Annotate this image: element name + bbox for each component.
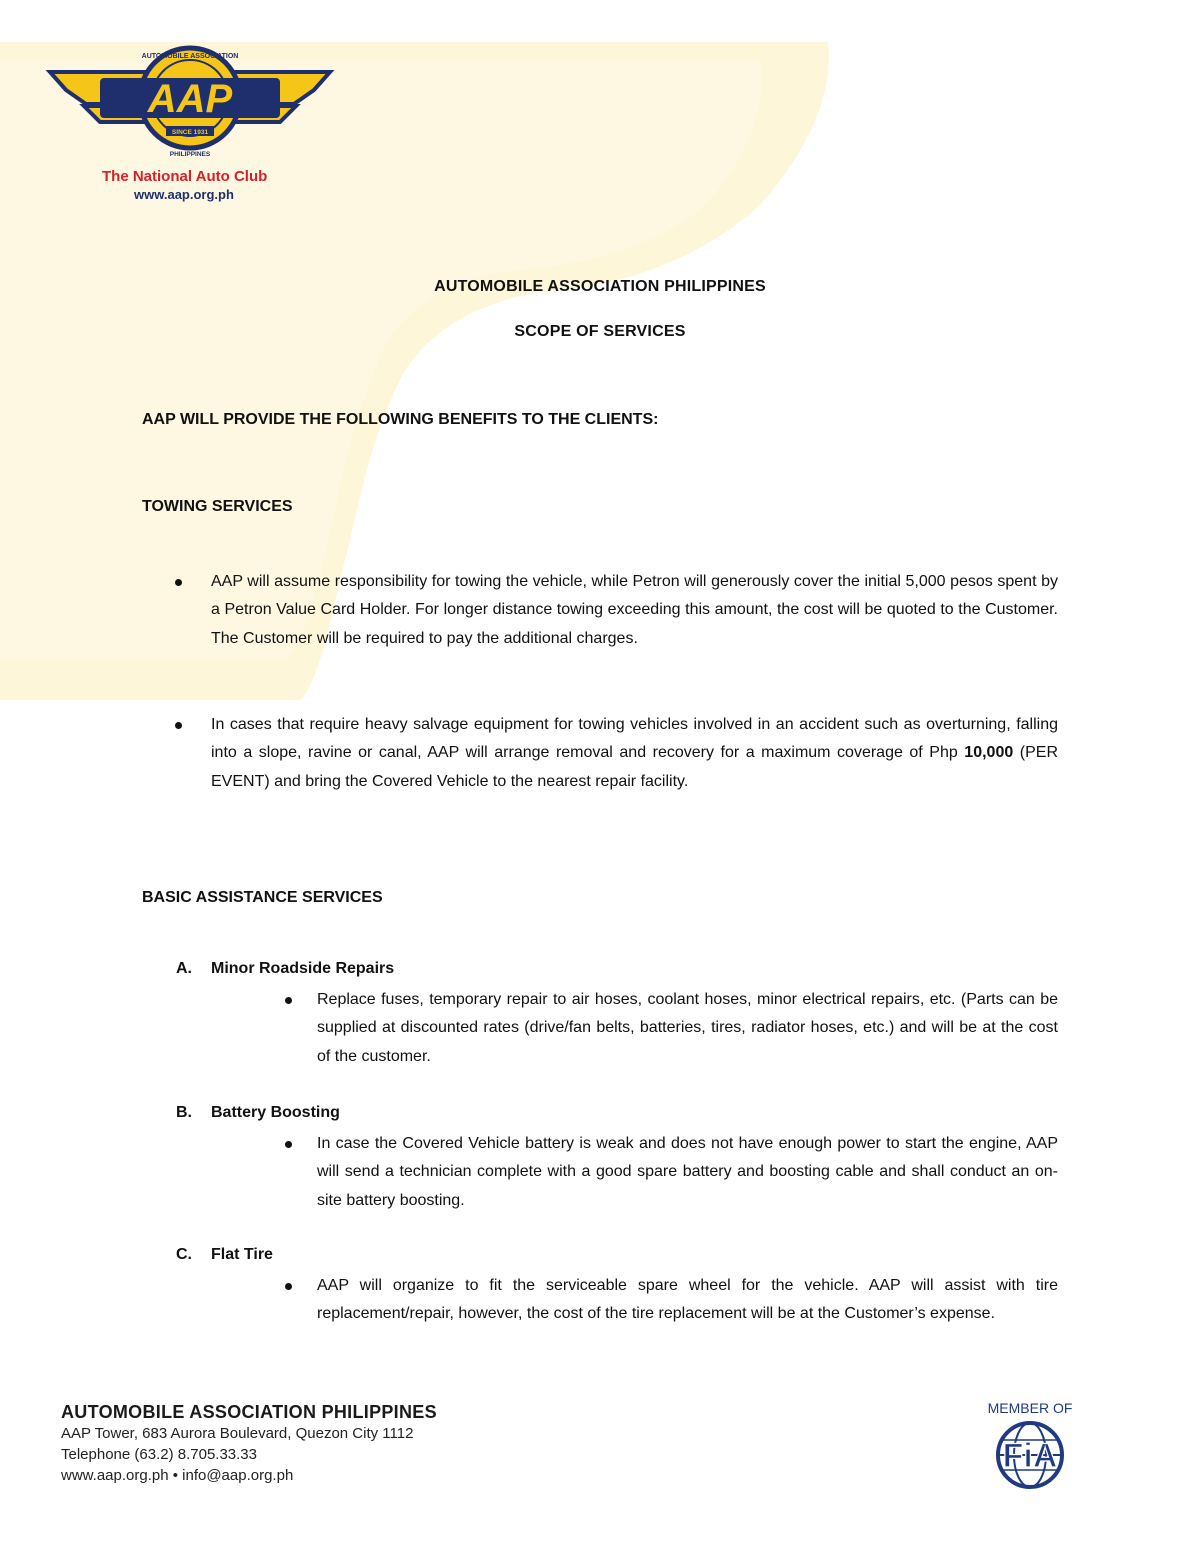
aap-emblem-icon [44,42,336,172]
towing-bullet-1 [211,568,1058,653]
svg-text:AAP: AAP [147,77,233,121]
aap-logo [44,42,336,212]
towing-services-heading: TOWING SERVICES [142,498,293,515]
towing-bullet-2-text-pre: In cases that require heavy salvage equipment for towing vehicles involved in an accident such as overturning, falling into a slope, ravine or canal, AAP will arrange removal and recovery for a maximum coverage of Php [211,716,1058,762]
bullet-icon [175,722,182,729]
sub-title: Minor Roadside Repairs [211,960,395,977]
sub-heading-b [176,1104,340,1122]
svg-text:AUTOMOBILE ASSOCIATION: AUTOMOBILE ASSOCIATION [141,53,239,60]
towing-bullet-1-text: AAP will assume responsibility for towing the vehicle, while Petron will generously cover the initial 5,000 pesos spent by a Petron Value Card Holder. For longer distance towing exceeding this amount, the cost will be quoted to the Customer. The Customer will be required to pay the additional charges. [211,573,1058,647]
document-title: AUTOMOBILE ASSOCIATION PHILIPPINES [434,278,766,295]
bullet-icon [285,1141,292,1148]
fia-globe-icon [975,1420,1085,1490]
sub-letter: B. [176,1104,192,1121]
intro-heading: AAP WILL PROVIDE THE FOLLOWING BENEFITS TO THE CLIENTS: [142,411,659,428]
sub-heading-c [176,1246,273,1264]
footer-address: AAP Tower, 683 Aurora Boulevard, Quezon City 1112 [61,1425,414,1442]
bullet-icon [285,1283,292,1290]
document-subtitle: SCOPE OF SERVICES [514,323,686,340]
logo-website: www.aap.org.ph [134,187,234,202]
footer-phone: Telephone (63.2) 8.705.33.33 [61,1446,257,1463]
sub-bullet-text: Replace fuses, temporary repair to air hoses, coolant hoses, minor electrical repairs, etc. (Parts can be supplied at discounted rates (drive/fan belts, batteries, tires, radiator hoses, etc.) and will be at the cost of the customer. [317,991,1058,1065]
svg-text:SINCE 1931: SINCE 1931 [171,129,209,136]
towing-bullet-2-text-post: (PER EVENT) and bring the Covered Vehicle to the nearest repair facility. [211,744,1058,790]
bullet-icon [175,579,182,586]
footer-org-name: AUTOMOBILE ASSOCIATION PHILIPPINES [61,1402,437,1422]
towing-bullet-2 [211,711,1058,796]
sub-bullet-a [317,986,1058,1071]
towing-bullet-2-amount: 10,000 [964,744,1014,762]
svg-text:FiA: FiA [1002,1437,1058,1475]
basic-assistance-heading: BASIC ASSISTANCE SERVICES [142,889,383,906]
fia-member-badge [975,1400,1085,1495]
sub-bullet-text: In case the Covered Vehicle battery is weak and does not have enough power to start the engine, AAP will send a technician complete with a good spare battery and boosting cable and shall conduct an on-site battery boosting. [317,1135,1058,1209]
logo-tagline: The National Auto Club [102,168,268,185]
sub-title: Battery Boosting [211,1104,340,1121]
sub-heading-a [176,960,394,978]
sub-title: Flat Tire [211,1246,273,1263]
sub-letter: C. [176,1246,192,1263]
sub-bullet-text: AAP will organize to fit the serviceable spare wheel for the vehicle. AAP will assist with tire replacement/repair, however, the cost of the tire replacement will be at the Customer’s expense. [317,1277,1058,1323]
sub-letter: A. [176,960,192,977]
bullet-icon [285,997,292,1004]
member-of-label: MEMBER OF [987,1400,1073,1416]
sub-bullet-c [317,1272,1058,1329]
footer-address-block [61,1402,437,1486]
footer-contact: www.aap.org.ph • info@aap.org.ph [61,1467,294,1484]
sub-bullet-b [317,1130,1058,1215]
svg-text:PHILIPPINES: PHILIPPINES [169,151,211,158]
